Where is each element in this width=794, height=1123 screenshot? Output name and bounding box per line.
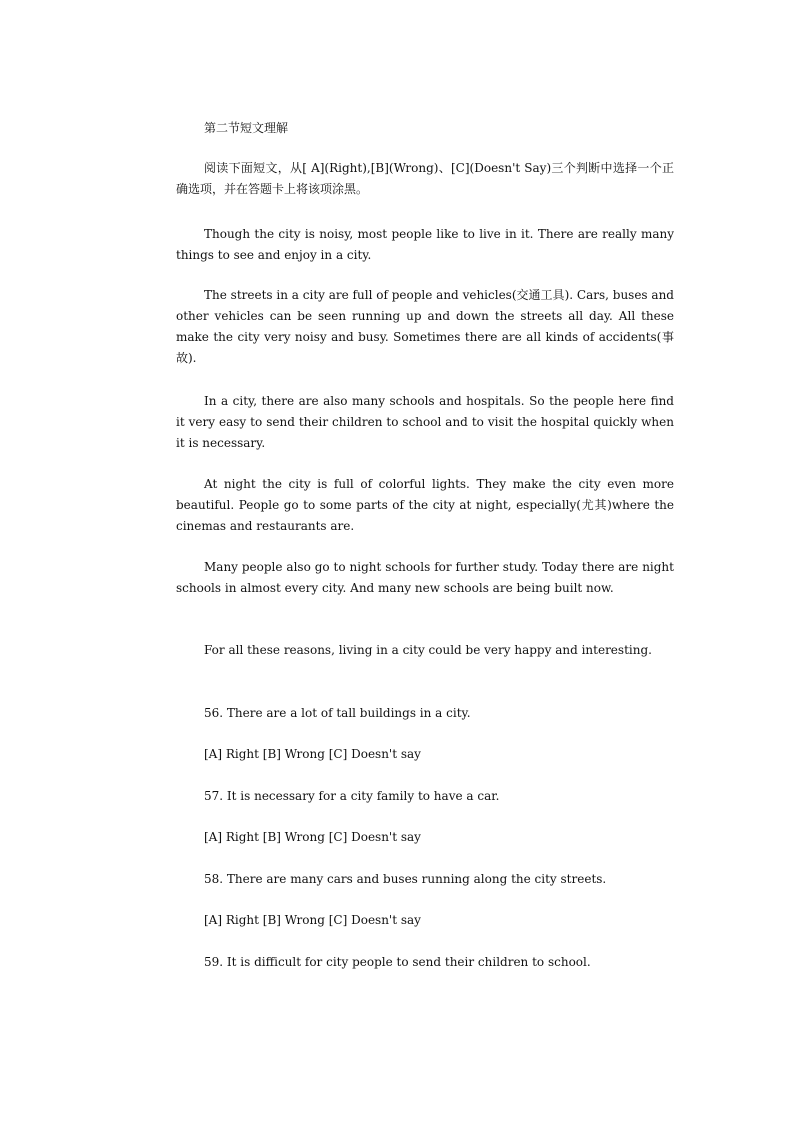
passage-paragraph-3: In a city, there are also many schools and hospitals. So the people here find it very easy to send their children to school and to visit the hospital quickly when it is necessary. bbox=[176, 394, 674, 450]
passage-paragraph-2: The streets in a city are full of people and vehicles(交通工具). Cars, buses and other vehicles can be seen running up and down the streets all day. All these make the city very noisy and busy. Sometimes there are all kinds of accidents(事故). bbox=[176, 288, 674, 365]
passage-paragraph-5: Many people also go to night schools for further study. Today there are night schools in almost every city. And many new schools are being built now. bbox=[176, 560, 674, 595]
question-59: 59. It is difficult for city people to send their children to school. bbox=[204, 955, 591, 969]
instructions: 阅读下面短文，从[ A](Right),[B](Wrong)、[C](Doesn't Say)三个判断中选择一个正确选项，并在答题卡上将该项涂黑。 bbox=[176, 161, 674, 196]
question-57: 57. It is necessary for a city family to have a car. bbox=[204, 789, 500, 803]
passage-paragraph-6: For all these reasons, living in a city could be very happy and interesting. bbox=[204, 643, 652, 657]
section-title: 第二节短文理解 bbox=[204, 121, 289, 135]
question-58-options: [A] Right [B] Wrong [C] Doesn't say bbox=[204, 913, 421, 927]
question-56-options: [A] Right [B] Wrong [C] Doesn't say bbox=[204, 747, 421, 761]
question-57-options: [A] Right [B] Wrong [C] Doesn't say bbox=[204, 830, 421, 844]
passage-paragraph-4: At night the city is full of colorful lights. They make the city even more beautiful. People go to some parts of the city at night, especially(尤其)where the cinemas and restaurants are. bbox=[176, 477, 674, 533]
question-58: 58. There are many cars and buses running along the city streets. bbox=[204, 872, 607, 886]
passage-paragraph-1: Though the city is noisy, most people like to live in it. There are really many things to see and enjoy in a city. bbox=[176, 227, 674, 262]
question-56: 56. There are a lot of tall buildings in a city. bbox=[204, 706, 471, 720]
